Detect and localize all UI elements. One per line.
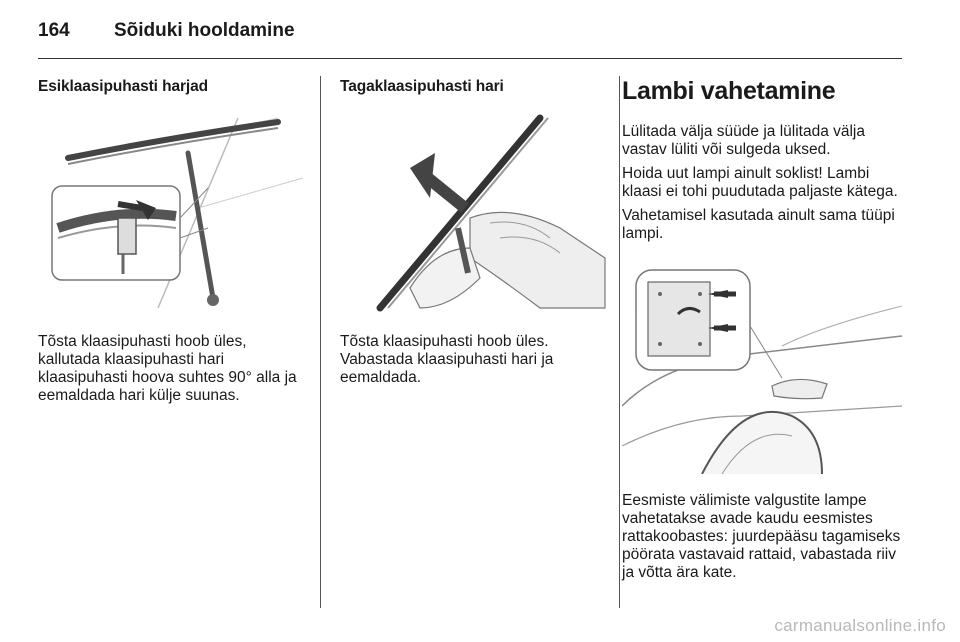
- page-header: [38, 20, 295, 48]
- header-rule: [38, 58, 902, 59]
- rear-wiper-blade-illustration: [340, 108, 606, 316]
- page-title: Sõiduki hooldamine: [114, 20, 295, 41]
- section-heading: Tagaklaasipuhasti hari: [340, 78, 504, 95]
- section-heading: Esiklaasipuhasti harjad: [38, 78, 208, 95]
- front-wiper-instructions: [38, 333, 310, 405]
- section-front-wipers: [38, 78, 310, 96]
- headlamp-cover-illustration: [622, 266, 902, 474]
- headlamp-access-instructions: [622, 492, 904, 582]
- body-text: Tõsta klaasipuhasti hoob üles, kallutada klaasipuhasti hari klaasipuhasti hoova suhtes 90° alla ja eemaldada hari külje suunas.: [38, 333, 297, 404]
- body-text-line: Tõsta klaasipuhasti hoob üles.: [340, 333, 549, 350]
- section-rear-wiper: [340, 78, 605, 96]
- watermark: carmanualsonline.info: [774, 616, 946, 635]
- main-heading: Lambi vahetamine: [622, 77, 836, 105]
- body-text-line: Vabastada klaasipuhasti hari ja eemaldada.: [340, 351, 554, 386]
- page-number: 164: [38, 20, 70, 41]
- headlamp-cover-icon: [622, 266, 902, 474]
- rear-wiper-icon: [340, 108, 606, 316]
- windscreen-wiper-blade-illustration: [38, 108, 304, 316]
- section-bulb-replacement: [622, 78, 904, 106]
- body-paragraph: Hoida uut lampi ainult soklist! Lambi klaasi ei tohi puudutada paljaste kätega.: [622, 165, 898, 200]
- column-divider: [619, 76, 620, 608]
- rear-wiper-instructions: [340, 333, 605, 387]
- column-divider: [320, 76, 321, 608]
- body-paragraph: Lülitada välja süüde ja lülitada välja vastav lüliti või sulgeda uksed.: [622, 123, 865, 158]
- body-paragraph: Vahetamisel kasutada ainult sama tüüpi lampi.: [622, 207, 895, 242]
- windscreen-wiper-icon: [38, 108, 304, 316]
- bulb-instructions: [622, 123, 904, 249]
- body-text: Eesmiste välimiste valgustite lampe vahetatakse avade kaudu eesmistes rattakoobastes: juurdepääsu tagamiseks pöörata vastavaid rattaid, vabastada riiv ja võtta ära kate.: [622, 492, 901, 581]
